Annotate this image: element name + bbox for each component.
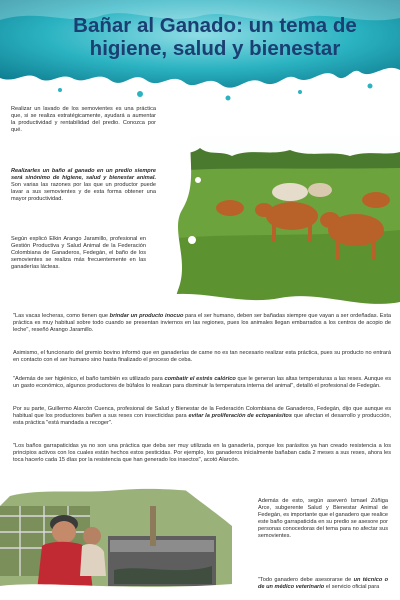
suparte-bold: evitar la proliferación de ectoparásitos bbox=[188, 412, 292, 419]
highlight-paragraph bbox=[11, 168, 156, 203]
higienico-paragraph bbox=[13, 376, 391, 390]
cattle-bath-photo bbox=[0, 486, 232, 600]
todo-text-2: el servicio oficial para bbox=[325, 583, 380, 590]
vacas-bold: brindar un producto inocuo bbox=[109, 313, 184, 319]
banos-paragraph: "Los baños garrapaticidas ya no son una práctica que deba ser muy utilizada en la ganadería, porque los parásitos ya han creado resistencia a los principios activos con los cuales están hechos estos pesticidas. Por ejemplo, los ganaderos inicialmente bañaban cada 2 meses a sus reses, ahora les toca hacerlo cada 15 días por la resistencia que han generado los insectos", acotó Alarcón. bbox=[13, 443, 391, 463]
cattle-photo bbox=[160, 120, 400, 320]
suparte-text-2: que afectan el desarrollo y producción, esta práctica "está mandada a recoger". bbox=[13, 412, 392, 426]
cattle-photo-graphic bbox=[160, 120, 400, 320]
higienico-text-2: que le generan las altas temperaturas a las reses. Aunque es un gasto económico, algunos productores de búfalos lo realizan para disminuir la temperatura interna del animal", detalló el profesional de Fedegán. bbox=[13, 376, 391, 389]
suparte-text-1: Por su parte, Guillermo Alarcón Cuenca, profesional de Salud y Bienestar de la Federación Colombiana de Ganaderos, Fedegán, dijo que aunque es habitual que los productores bañen a sus reses con insecticidas para bbox=[13, 406, 391, 419]
highlight-rest: Son varias las razones por las que un productor puede lavar a sus semovientes y de esta forma obtener una mayor productividad. bbox=[11, 181, 156, 202]
todo-bold: un técnico o de un médico veterinario bbox=[258, 577, 388, 590]
vacas-text-1: "Las vacas lecheras, como tienen que bbox=[13, 313, 108, 319]
vacas-paragraph bbox=[13, 313, 391, 334]
vacas-text-2: para el ser humano, deben ser bañadas siempre que vayan a ser ordeñadas. Esta práctica es muy habitual sobre todo cuando se presentan inviernos en las regiones, pues los animales llegan embarrados a los centros de acopio de leche", reseñó Arango Jaramillo. bbox=[13, 313, 391, 333]
asimismo-paragraph: Asimismo, el funcionario del gremio bovino informó que en ganaderías de carne no es tan necesario realizar esta práctica, pues su producto no entrará en contacto con el ser humano sino hasta finalizado el proceso de ceba. bbox=[13, 350, 391, 363]
highlight-text: Realizarles un baño al ganado en un predio siempre será sinónimo de higiene, salud y bienestar animal. bbox=[11, 168, 156, 181]
article-title: Bañar al Ganado: un tema de higiene, salud y bienestar bbox=[73, 14, 357, 60]
ademas-paragraph: Además de esto, según aseveró Ismael Zúñiga Arce, subgerente Salud y Bienestar Animal de Fedegán, es importante que el ganadero que realice este baño garrapaticida en su predio se asesore por personas conocedoras del tema para no afectar sus semovientes. bbox=[258, 498, 388, 539]
suparte-paragraph bbox=[13, 406, 391, 427]
intro-paragraph: Realizar un lavado de los semovientes es una práctica que, si se realiza estratégicamente, ayudará a aumentar la productividad y rentabilidad del predio. Conozca por qué. bbox=[11, 106, 156, 133]
cattle-bath-photo-graphic bbox=[0, 486, 232, 600]
higienico-text-1: "Además de ser higiénico, el baño también es utilizado para bbox=[13, 376, 163, 382]
higienico-bold: combatir el estrés calórico bbox=[164, 376, 236, 382]
segun-paragraph: Según explicó Elkin Arango Jaramillo, profesional en Gestión Productiva y Salud Animal de la Federación Colombiana de Ganaderos, Fedegán, el baño de los semovientes se realiza más frecuentemente en las ganaderías lácteas. bbox=[11, 236, 146, 270]
todo-paragraph bbox=[258, 577, 388, 591]
todo-text-1: "Todo ganadero debe asesorarse de bbox=[258, 577, 352, 583]
header-splash bbox=[0, 0, 400, 104]
